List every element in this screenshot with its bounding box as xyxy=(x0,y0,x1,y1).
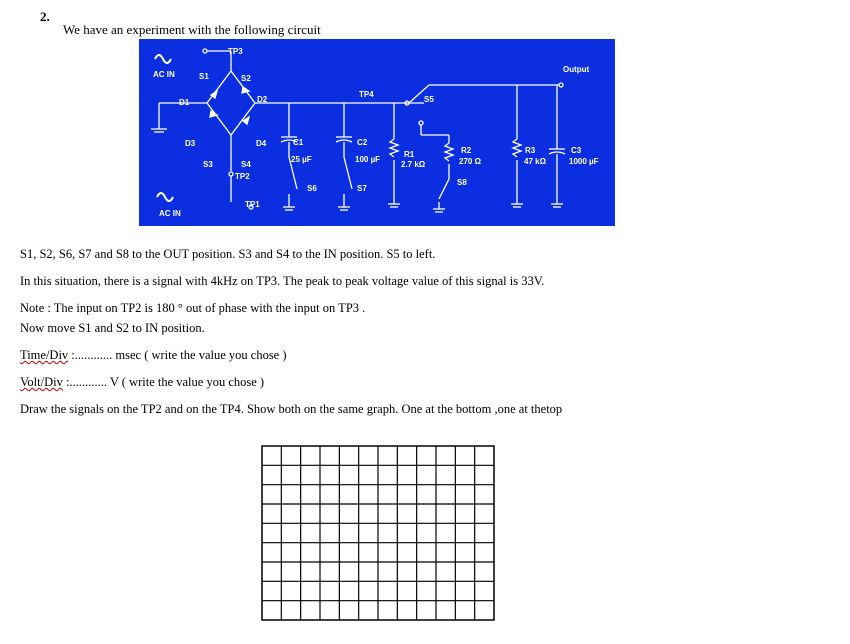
label-tp3: TP3 xyxy=(228,47,243,56)
label-r1-value: 2.7 kΩ xyxy=(401,160,426,169)
circuit-diagram xyxy=(139,39,615,226)
switch-s7-icon xyxy=(344,157,352,189)
label-c1: C1 xyxy=(293,138,304,147)
label-r1: R1 xyxy=(404,150,415,159)
label-ac-in-top: AC IN xyxy=(153,70,175,79)
label-s3: S3 xyxy=(203,160,213,169)
label-d4: D4 xyxy=(256,139,267,148)
diode-d2-icon xyxy=(242,87,249,93)
voltdiv-label: Volt/Div xyxy=(20,375,63,389)
diode-d3-icon xyxy=(210,111,217,117)
label-s8: S8 xyxy=(457,178,467,187)
label-r2: R2 xyxy=(461,146,472,155)
output-terminal xyxy=(559,83,563,87)
label-s6: S6 xyxy=(307,184,317,193)
label-s5: S5 xyxy=(424,95,434,104)
voltdiv-line xyxy=(20,375,264,390)
label-tp4: TP4 xyxy=(359,90,374,99)
instruction-switches: S1, S2, S6, S7 and S8 to the OUT position. S3 and S4 to the IN position. S5 to left. xyxy=(20,247,436,261)
label-r3-value: 47 kΩ xyxy=(524,157,546,166)
instruction-note: Note : The input on TP2 is 180 ° out of phase with the input on TP3 . xyxy=(20,301,366,315)
label-c3: C3 xyxy=(571,146,582,155)
voltdiv-blank[interactable]: :............ V ( write the value you chose ) xyxy=(62,375,265,389)
tp3-terminal xyxy=(203,49,207,53)
circuit-wiring xyxy=(139,39,615,226)
label-r2-value: 270 Ω xyxy=(459,157,481,166)
resistor-r2-icon xyxy=(445,143,453,161)
timediv-blank[interactable]: :............ msec ( write the value you chose ) xyxy=(68,348,287,362)
label-output: Output xyxy=(563,65,590,74)
tp2-terminal xyxy=(229,172,233,176)
label-s7: S7 xyxy=(357,184,367,193)
label-d2: D2 xyxy=(257,95,268,104)
label-c2-value: 100 µF xyxy=(355,155,381,164)
label-d3: D3 xyxy=(185,139,196,148)
label-tp1: TP1 xyxy=(245,200,260,209)
instruction-draw: Draw the signals on the TP2 and on the TP4. Show both on the same graph. One at the bottom ,one at thetop xyxy=(20,402,563,416)
resistor-r3-icon xyxy=(513,139,521,157)
instruction-signal: In this situation, there is a signal with 4kHz on TP3. The peak to peak voltage value of this signal is 33V. xyxy=(20,274,545,288)
label-r3: R3 xyxy=(525,146,536,155)
label-s2: S2 xyxy=(241,74,251,83)
label-c3-value: 1000 µF xyxy=(569,157,599,166)
label-s1: S1 xyxy=(199,72,209,81)
label-ac-in-bottom: AC IN xyxy=(159,209,181,218)
timediv-line xyxy=(20,348,287,363)
label-c1-value: 25 µF xyxy=(291,155,312,164)
question-intro: We have an experiment with the following circuit xyxy=(63,22,321,37)
label-s4: S4 xyxy=(241,160,251,169)
question-number: 2. xyxy=(40,9,50,24)
oscilloscope-grid[interactable] xyxy=(261,445,495,621)
label-c2: C2 xyxy=(357,138,368,147)
label-d1: D1 xyxy=(179,98,190,107)
label-tp2: TP2 xyxy=(235,172,250,181)
timediv-label: Time/Div xyxy=(20,348,69,362)
switch-s8-icon xyxy=(439,179,449,199)
instruction-move: Now move S1 and S2 to IN position. xyxy=(20,321,205,335)
ac-source-bottom-icon xyxy=(157,193,173,201)
resistor-r1-icon xyxy=(390,139,398,157)
ac-source-top-icon xyxy=(155,55,171,63)
